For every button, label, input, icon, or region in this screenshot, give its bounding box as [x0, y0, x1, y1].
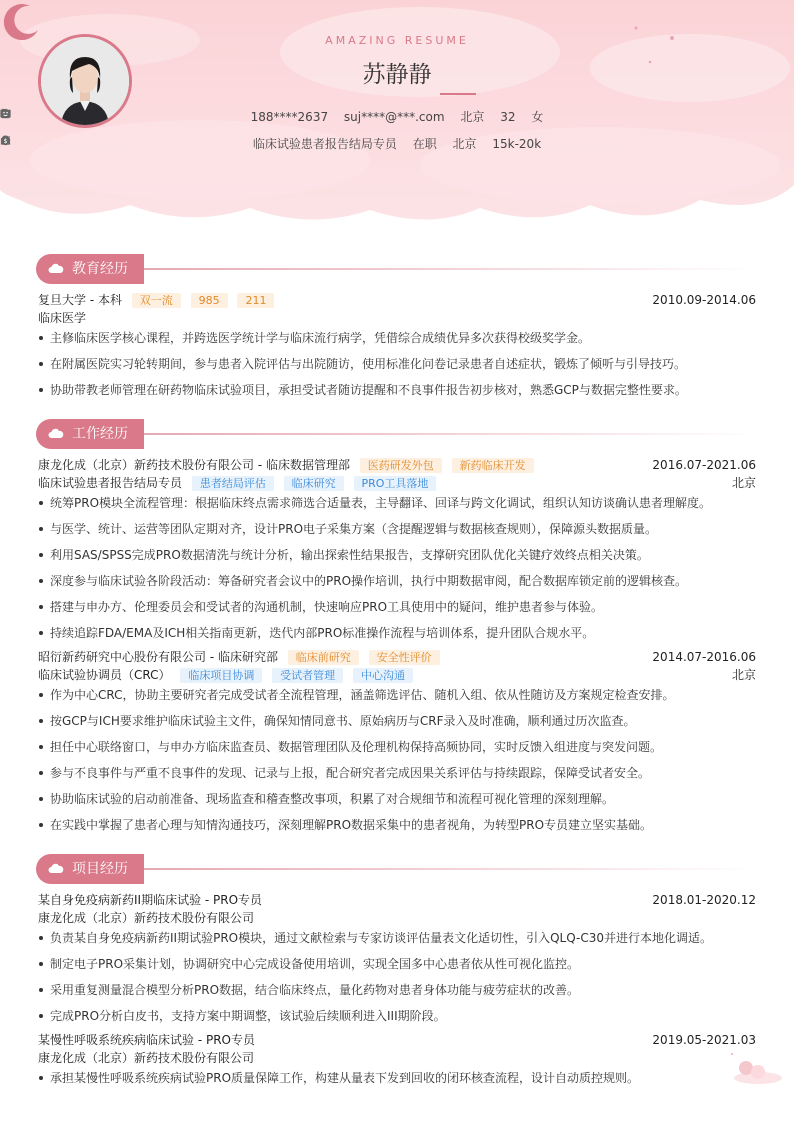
- education-title-text: 教育经历: [72, 261, 128, 277]
- job-bullet: 作为中心CRC，协助主要研究者完成受试者全流程管理，涵盖筛选评估、随机入组、依从性随访及方案规定检查安排。: [38, 687, 756, 703]
- salary-text: 15k-20k: [492, 137, 542, 151]
- project-org-row: [38, 910, 756, 926]
- age-item: [500, 110, 515, 124]
- resume-header: [0, 0, 794, 230]
- job-company-row: [38, 457, 756, 473]
- phone-item: [251, 110, 328, 124]
- company-name: 昭衍新药研究中心股份有限公司 - 临床研究部: [38, 650, 278, 664]
- project-bullet: 负责某自身免疫病新药II期试验PRO模块，通过文献检索与专家访谈评估量表文化适切性，引入QLQ-C30并进行本地化调适。: [38, 930, 756, 946]
- email-text: suj****@***.com: [343, 110, 445, 124]
- residence-text: 北京: [460, 110, 485, 124]
- education-major-row: [38, 310, 756, 326]
- job-intent-row: [0, 135, 794, 152]
- work-title-pill: [36, 419, 144, 449]
- education-title-pill: [36, 254, 144, 284]
- education-date: 2010.09-2014.06: [652, 293, 756, 307]
- education-bullet: 协助带教老师管理在研药物临床试验项目，承担受试者随访提醒和不良事件报告初步核对，熟悉GCP与数据完整性要求。: [38, 382, 756, 398]
- project-bullet: 完成PRO分析白皮书，支持方案中期调整，该试验后续顺利进入III期阶段。: [38, 1008, 756, 1024]
- job-role-row: [38, 475, 756, 491]
- face-icon: [0, 108, 11, 119]
- job-bullet: 统筹PRO模块全流程管理：根据临床终点需求筛选合适量表，主导翻译、回译与跨文化调试，组织认知访谈确认患者理解度。: [38, 495, 756, 511]
- target-position-text: 临床试验患者报告结局专员: [252, 137, 397, 151]
- project-name: 某慢性呼吸系统疾病临床试验 - PRO专员: [38, 1033, 255, 1047]
- project-name: 某自身免疫病新药II期临床试验 - PRO专员: [38, 893, 263, 907]
- company-tag: 临床前研究: [288, 650, 359, 665]
- project-bullet: 承担某慢性呼吸系统疾病试验PRO质量保障工作，构建从量表下发到回收的闭环核查流程，设计自动质控规则。: [38, 1070, 756, 1086]
- money-icon: [0, 135, 11, 146]
- school-tag: 双一流: [132, 293, 181, 308]
- basic-info-row: [0, 108, 794, 125]
- role-tag: 临床项目协调: [180, 668, 262, 683]
- age-text: 32: [500, 110, 516, 124]
- major-name: 临床医学: [38, 311, 87, 325]
- svg-text:$: $: [3, 136, 8, 145]
- job-date: 2016.07-2021.06: [652, 458, 756, 472]
- school-tag: 985: [191, 293, 228, 308]
- job-role-row: [38, 667, 756, 683]
- job-bullet: 参与不良事件与严重不良事件的发现、记录与上报，配合研究者完成因果关系评估与持续跟踪，保障受试者安全。: [38, 765, 756, 781]
- target-position-item: [253, 135, 397, 152]
- job-city: 北京: [731, 476, 756, 490]
- job-company-row: [38, 649, 756, 665]
- target-city-item: [453, 135, 477, 152]
- job-status-text: 在职: [412, 137, 437, 151]
- school-name: 复旦大学 - 本科: [38, 293, 122, 307]
- section-divider: [144, 433, 756, 435]
- company-tag: 新药临床开发: [452, 458, 534, 473]
- cloud-icon: [48, 863, 64, 874]
- company-name: 康龙化成（北京）新药技术股份有限公司 - 临床数据管理部: [38, 458, 350, 472]
- job-bullet: 协助临床试验的启动前准备、现场监查和稽查整改事项，积累了对合规细节和流程可视化管理的深刻理解。: [38, 791, 756, 807]
- project-title-pill: [36, 854, 144, 884]
- role-tag: 患者结局评估: [192, 476, 274, 491]
- gender-item: [531, 108, 543, 125]
- job-bullet: 搭建与申办方、伦理委员会和受试者的沟通机制，快速响应PRO工具使用中的疑问，维护患者参与体验。: [38, 599, 756, 615]
- project-date: 2019.05-2021.03: [652, 1033, 756, 1047]
- company-tag: 安全性评价: [369, 650, 440, 665]
- project-title-text: 项目经历: [72, 861, 128, 877]
- section-divider: [144, 868, 756, 870]
- cloud-icon: [48, 263, 64, 274]
- job-status-item: [413, 135, 437, 152]
- role-tag: 临床研究: [284, 476, 344, 491]
- project-name-row: [38, 1032, 756, 1048]
- education-bullet: 主修临床医学核心课程，并跨选医学统计学与临床流行病学，凭借综合成绩优异多次获得校级奖学金。: [38, 330, 756, 346]
- project-org: 康龙化成（北京）新药技术股份有限公司: [38, 911, 255, 925]
- residence-item: [460, 108, 484, 125]
- project-bullet: 制定电子PRO采集计划，协调研究中心完成设备使用培训，实现全国多中心患者依从性可视化监控。: [38, 956, 756, 972]
- job-bullet: 深度参与临床试验各阶段活动：筹备研究者会议中的PRO操作培训，执行中期数据审阅，配合数据库锁定前的逻辑核查。: [38, 573, 756, 589]
- job-bullet: 与医学、统计、运营等团队定期对齐，设计PRO电子采集方案（含提醒逻辑与数据核查规则），保障源头数据质量。: [38, 521, 756, 537]
- section-divider: [144, 268, 756, 270]
- job-city: 北京: [731, 668, 756, 682]
- work-title-text: 工作经历: [72, 426, 128, 442]
- candidate-name: 苏静静: [362, 62, 432, 88]
- phone-text: 188****2637: [250, 110, 329, 124]
- project-name-row: [38, 892, 756, 908]
- job-date: 2014.07-2016.06: [652, 650, 756, 664]
- education-school-row: [38, 292, 756, 308]
- job-role: 临床试验协调员（CRC）: [38, 668, 171, 682]
- company-tag: 医药研发外包: [360, 458, 442, 473]
- school-tag: 211: [237, 293, 274, 308]
- job-bullet: 在实践中掌握了患者心理与知情沟通技巧，深刻理解PRO数据采集中的患者视角，为转型PRO专员建立坚实基础。: [38, 817, 756, 833]
- target-city-text: 北京: [452, 137, 477, 151]
- job-bullet: 按GCP与ICH要求维护临床试验主文件，确保知情同意书、原始病历与CRF录入及时准确，顺利通过历次监查。: [38, 713, 756, 729]
- role-tag: PRO工具落地: [354, 476, 437, 491]
- role-tag: 受试者管理: [272, 668, 343, 683]
- project-org: 康龙化成（北京）新药技术股份有限公司: [38, 1051, 255, 1065]
- gender-text: 女: [531, 110, 544, 124]
- job-bullet: 担任中心联络窗口，与申办方临床监查员、数据管理团队及伦理机构保持高频协同，实时反馈入组进度与突发问题。: [38, 739, 756, 755]
- project-bullet: 采用重复测量混合模型分析PRO数据，结合临床终点，量化药物对患者身体功能与疲劳症状的改善。: [38, 982, 756, 998]
- cloud-decoration-icon: [728, 1050, 788, 1090]
- education-bullet: 在附属医院实习轮转期间，参与患者入院评估与出院随访，使用标准化问卷记录患者自述症状，锻炼了倾听与引导技巧。: [38, 356, 756, 372]
- job-bullet: 利用SAS/SPSS完成PRO数据清洗与统计分析，输出探索性结果报告，支撑研究团队优化关键疗效终点相关决策。: [38, 547, 756, 563]
- job-bullet: 持续追踪FDA/EMA及ICH相关指南更新，迭代内部PRO标准操作流程与培训体系，提升团队合规水平。: [38, 625, 756, 641]
- name-underline: [440, 93, 476, 95]
- job-role: 临床试验患者报告结局专员: [38, 476, 183, 490]
- resume-eyebrow: AMAZING RESUME: [325, 34, 469, 47]
- email-item: [344, 110, 445, 124]
- project-org-row: [38, 1050, 756, 1066]
- cloud-icon: [48, 428, 64, 439]
- role-tag: 中心沟通: [353, 668, 413, 683]
- project-date: 2018.01-2020.12: [652, 893, 756, 907]
